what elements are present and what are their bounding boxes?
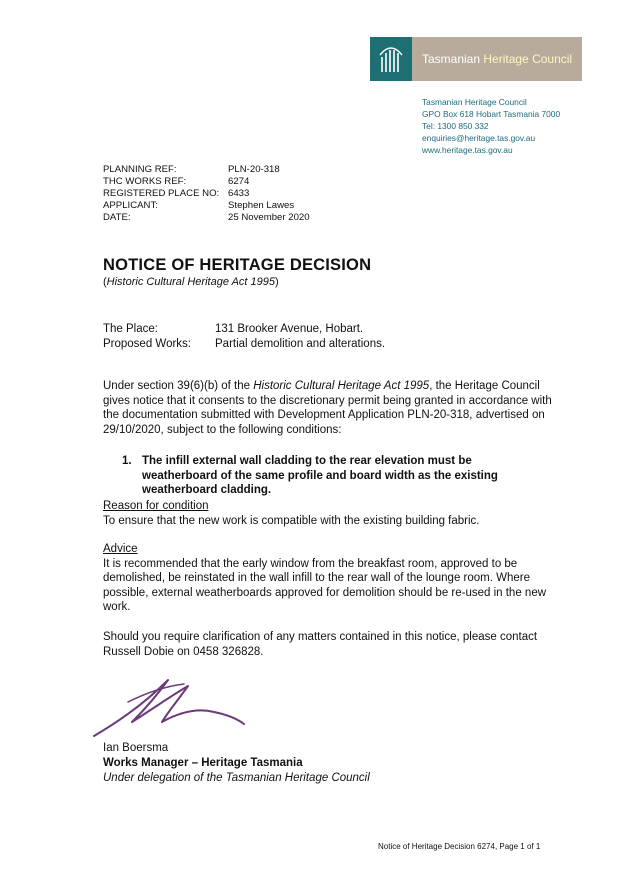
advice-block — [103, 542, 558, 615]
heritage-council-logo-icon — [370, 37, 412, 81]
page-footer: Notice of Heritage Decision 6274, Page 1 of 1 — [378, 842, 541, 851]
address-block — [422, 96, 560, 156]
closing-paragraph: Should you require clarification of any matters contained in this notice, please contact Russell Dobie on 0458 326828. — [103, 631, 538, 658]
reason-text: To ensure that the new work is compatible with the existing building fabric. — [103, 514, 480, 527]
ref-label: APPLICANT: — [103, 200, 158, 211]
logo-wordmark-highlight: Heritage Council — [483, 52, 573, 66]
ref-value: PLN-20-318 — [228, 164, 280, 175]
ref-value: 25 November 2020 — [228, 212, 310, 223]
condition-item — [122, 454, 532, 498]
ref-row — [103, 212, 310, 224]
ref-row — [103, 200, 310, 212]
signatory-block — [103, 741, 370, 786]
ref-label: THC WORKS REF: — [103, 176, 187, 187]
intro-act: Historic Cultural Heritage Act 1995 — [253, 380, 430, 392]
ref-value: Stephen Lawes — [228, 200, 295, 211]
ref-row — [103, 188, 310, 200]
address-phone: Tel: 1300 850 332 — [422, 121, 489, 131]
signatory-delegation: Under delegation of the Tasmanian Heritage Council — [103, 772, 370, 784]
ref-row — [103, 164, 310, 176]
reference-block — [103, 164, 310, 224]
ref-value: 6433 — [228, 188, 250, 199]
ref-value: 6274 — [228, 176, 250, 187]
subtitle-open: ( — [103, 276, 107, 288]
logo-wordmark — [422, 52, 572, 66]
place-value: Partial demolition and alterations. — [215, 338, 386, 350]
address-email[interactable]: enquiries@heritage.tas.gov.au — [422, 133, 536, 143]
intro-part2: , the Heritage Council gives notice that it consents to the discretionary permit being granted in accordance with the documentation submitted with Development Application PLN-20-318, advertised on 29/10/2020, subject to the following conditions: — [103, 380, 552, 436]
page-title: NOTICE OF HERITAGE DECISION — [103, 256, 372, 274]
advice-text: It is recommended that the early window from the breakfast room, approved to be demolished, be reinstated in the wall infill to the rear wall of the lounge room. Where possible, external weatherboards approved for demolition should be re-used in the new work. — [103, 557, 547, 613]
page-subtitle — [103, 276, 279, 288]
reason-heading: Reason for condition — [103, 500, 209, 512]
intro-part1: Under section 39(6)(b) of the — [103, 380, 254, 392]
ref-label: REGISTERED PLACE NO: — [103, 188, 220, 199]
place-label: The Place: — [103, 323, 158, 335]
subtitle-close: ) — [275, 276, 279, 288]
advice-heading: Advice — [103, 543, 138, 555]
place-row — [103, 322, 385, 337]
place-block — [103, 322, 385, 352]
signature-image — [88, 672, 248, 742]
subtitle-act: Historic Cultural Heritage Act 1995 — [106, 276, 276, 288]
heritage-council-logo — [370, 37, 582, 81]
ref-label: DATE: — [103, 212, 131, 223]
reason-block — [103, 499, 558, 528]
condition-number: 1. — [122, 455, 132, 467]
logo-wordmark-plain: Tasmanian — [422, 52, 484, 66]
address-postal: GPO Box 618 Hobart Tasmania 7000 — [422, 109, 561, 119]
address-org: Tasmanian Heritage Council — [422, 97, 527, 107]
address-website[interactable]: www.heritage.tas.gov.au — [422, 145, 513, 155]
signatory-name: Ian Boersma — [103, 742, 169, 754]
ref-row — [103, 176, 310, 188]
intro-paragraph — [103, 379, 558, 437]
signatory-position: Works Manager – Heritage Tasmania — [103, 757, 303, 769]
place-value: 131 Brooker Avenue, Hobart. — [215, 323, 364, 335]
place-label: Proposed Works: — [103, 338, 191, 350]
condition-text: The infill external wall cladding to the rear elevation must be weatherboard of the same profile and board width as the existing weatherboard cladding. — [142, 455, 498, 496]
ref-label: PLANNING REF: — [103, 164, 177, 175]
place-row — [103, 337, 385, 352]
